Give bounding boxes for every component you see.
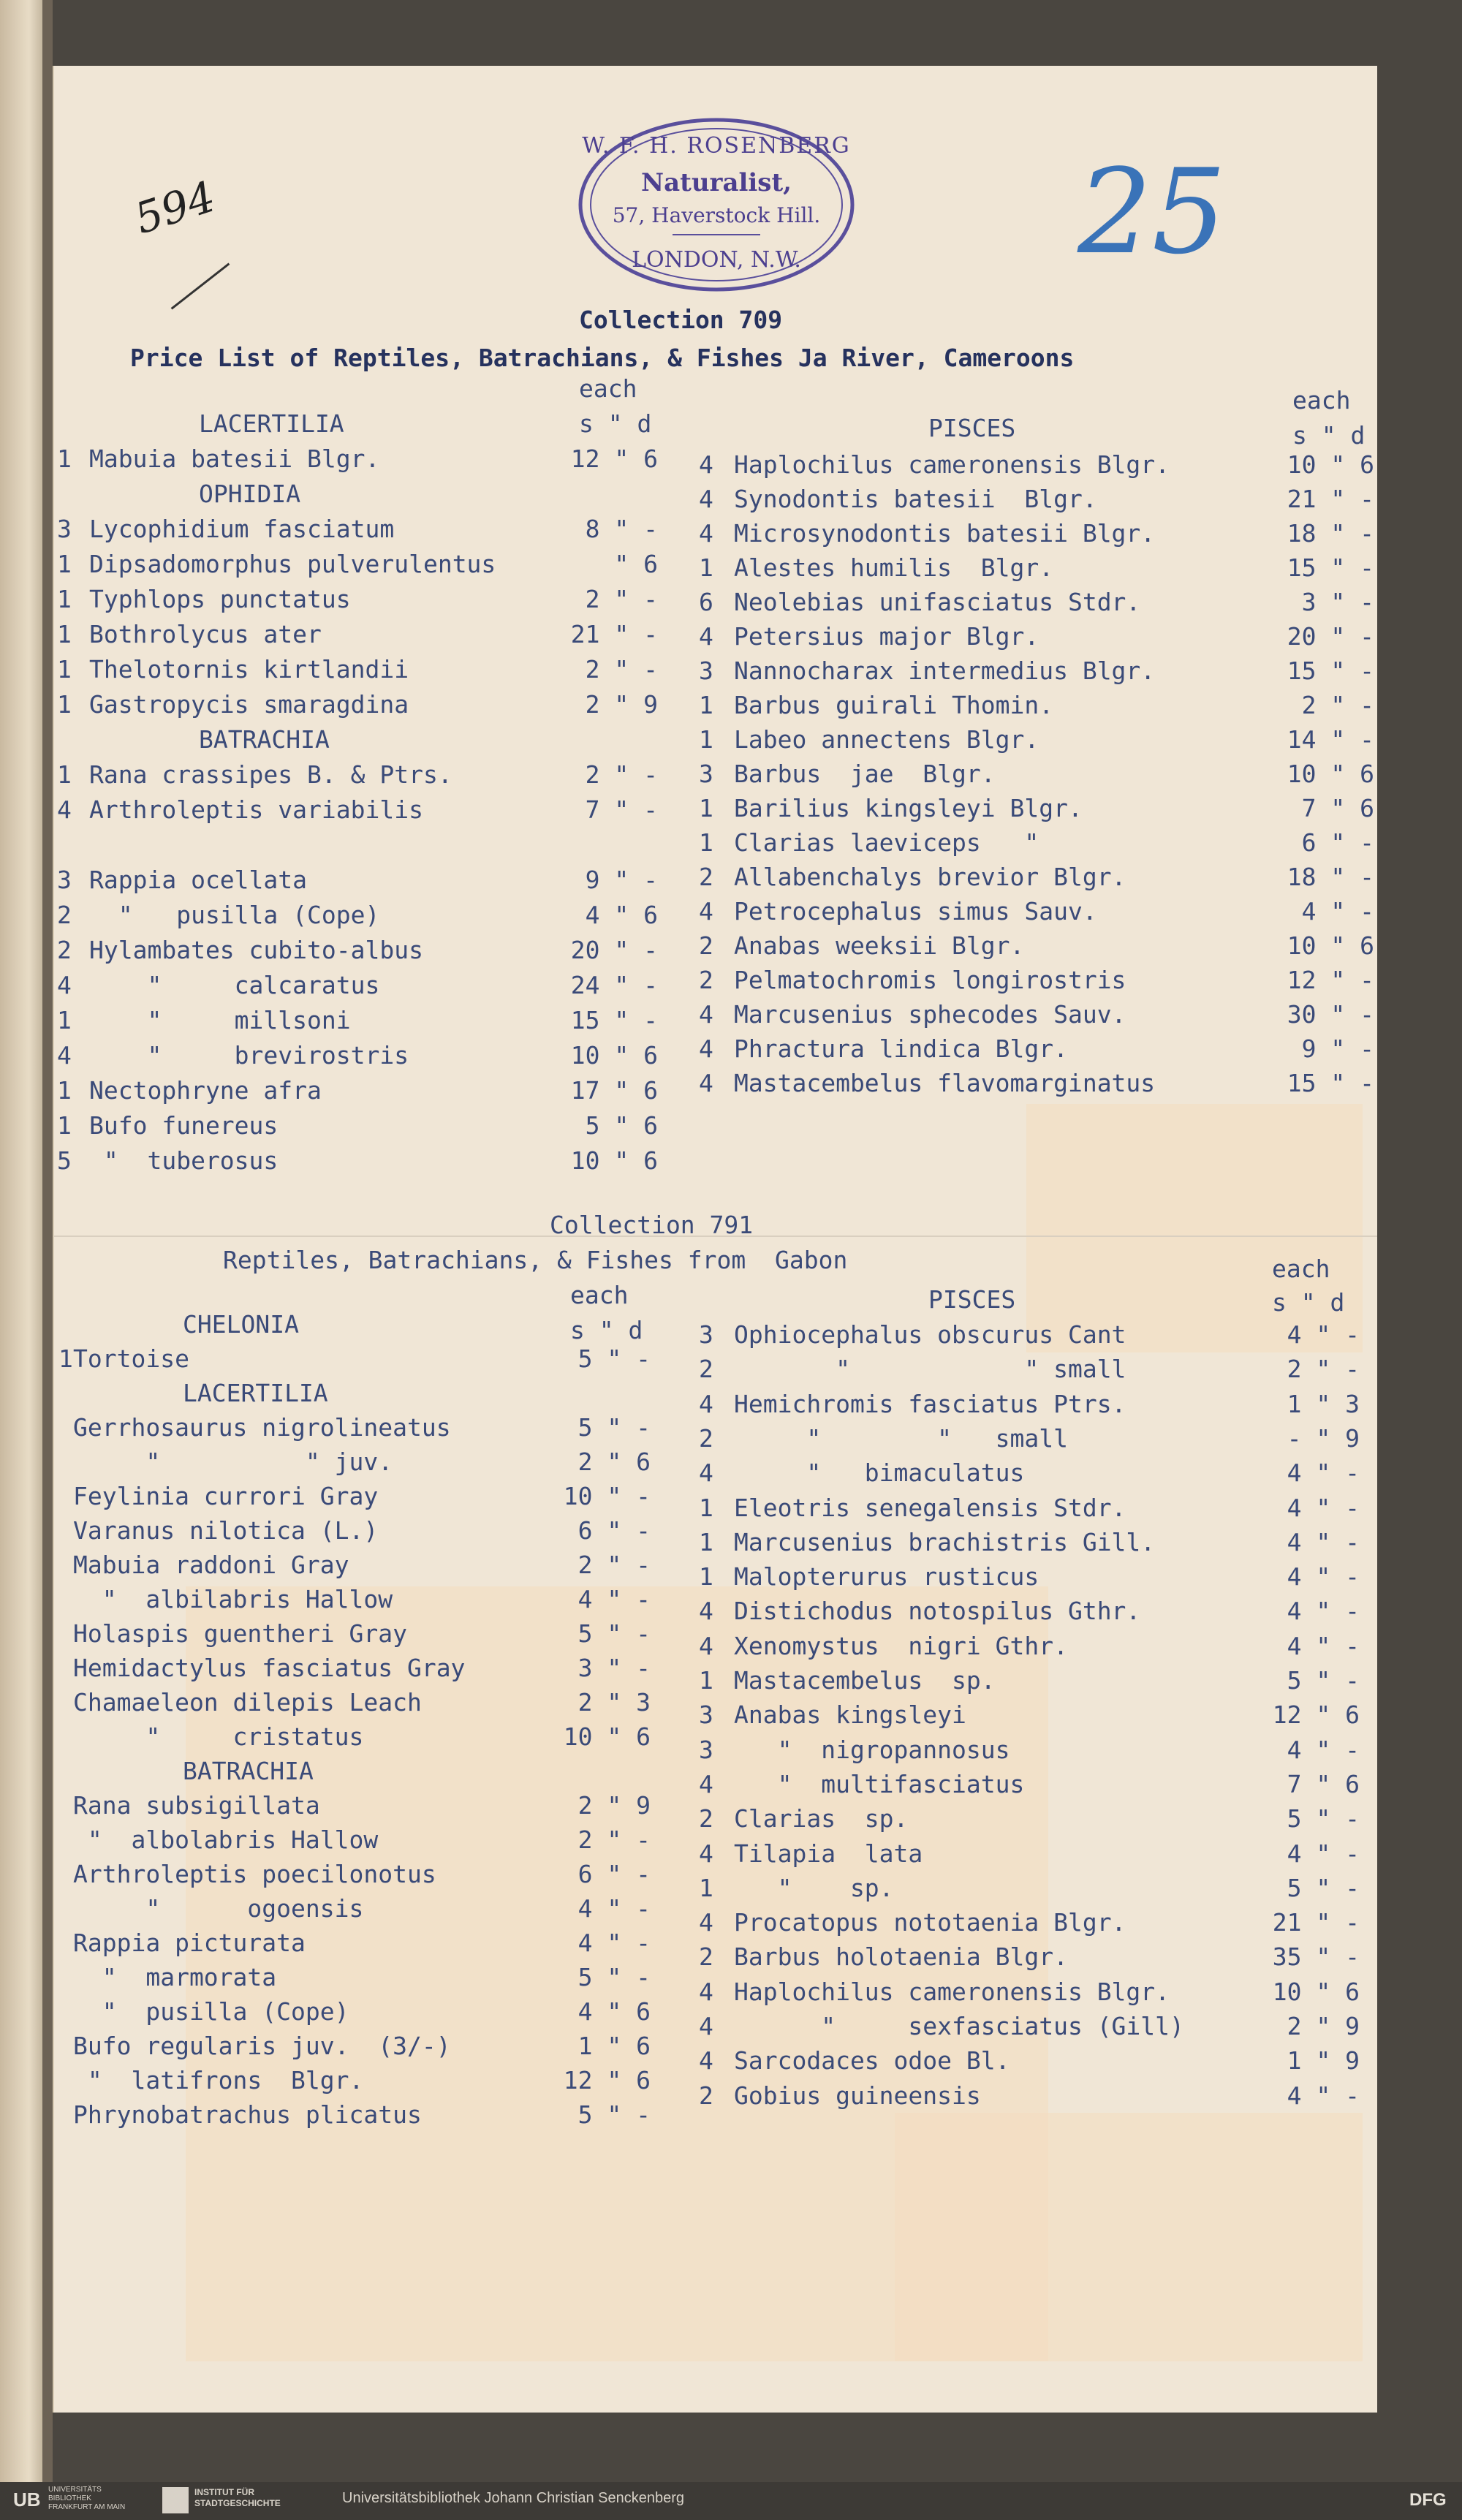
price-each: 4 " -	[577, 1929, 651, 1957]
c709-right-sd: s " d	[1292, 421, 1366, 450]
species-name: Haplochilus cameronensis Blgr.	[734, 1977, 1170, 2006]
price-each: 4 " -	[1287, 1562, 1360, 1592]
species-name: Tortoise	[73, 1344, 189, 1373]
specimen-quantity: 2	[699, 966, 713, 994]
species-name: Hylambates cubito-albus	[89, 936, 423, 964]
specimen-quantity: 1	[57, 690, 72, 719]
specimen-quantity: 4	[699, 1839, 713, 1868]
species-name: Anabas kingsleyi	[734, 1700, 966, 1730]
species-name: Mabuia batesii Blgr.	[89, 444, 380, 473]
collection-709-title: Collection 709	[579, 306, 783, 334]
species-name: Thelotornis kirtlandii	[89, 655, 409, 684]
price-each: 24 " -	[570, 971, 658, 999]
specimen-quantity: 1	[699, 1527, 713, 1556]
stamp-rule	[673, 234, 760, 235]
price-each: 6 " -	[1301, 828, 1374, 857]
price-each: 3 " -	[577, 1654, 651, 1682]
specimen-quantity: 4	[699, 2012, 713, 2040]
price-each: 18 " -	[1287, 519, 1374, 548]
species-name: Barbus jae Blgr.	[734, 760, 996, 788]
species-name: Mastacembelus flavomarginatus	[734, 1069, 1156, 1097]
price-each: " 6	[614, 550, 658, 578]
price-each: 5 " -	[577, 1963, 651, 1991]
species-name: " " juv.	[73, 1448, 393, 1476]
price-each: 15 " -	[570, 1006, 658, 1034]
species-name: Alestes humilis Blgr.	[734, 553, 1054, 582]
specimen-quantity: 4	[57, 795, 72, 824]
stamp-city: LONDON, N.W.	[632, 247, 801, 273]
specimen-quantity: 5	[57, 1146, 72, 1175]
price-each: 6 " -	[577, 1860, 651, 1888]
species-name: Anabas weeksii Blgr.	[734, 931, 1025, 960]
species-name: " sexfasciatus (Gill)	[734, 2012, 1184, 2040]
price-each: 12 " 6	[570, 444, 658, 473]
price-each: 12 " 6	[563, 2066, 651, 2095]
collection-709-subtitle: Price List of Reptiles, Batrachians, & Fishes Ja River, Cameroons	[130, 344, 1075, 372]
price-each: 5 " -	[577, 2100, 651, 2129]
c791-left-each: each	[570, 1281, 629, 1309]
species-name: Varanus nilotica (L.)	[73, 1516, 379, 1545]
species-name: Holaspis guentheri Gray	[73, 1619, 407, 1648]
price-each: 5 " -	[577, 1413, 651, 1442]
species-name: Bothrolycus ater	[89, 620, 322, 648]
price-each: 10 " 6	[1272, 1977, 1360, 2006]
collection-791-title: Collection 791	[550, 1211, 754, 1239]
species-name: Malopterurus rusticus	[734, 1562, 1039, 1592]
price-each: 20 " -	[570, 936, 658, 964]
specimen-quantity: 1	[57, 1076, 72, 1105]
species-name: Bufo funereus	[89, 1111, 279, 1140]
price-each: 2 " 9	[577, 1791, 651, 1820]
specimen-quantity: 1	[699, 553, 713, 582]
price-each: 2 " -	[1287, 1355, 1360, 1384]
price-each: 2 " -	[585, 585, 658, 613]
species-name: Bufo regularis juv. (3/-)	[73, 2032, 451, 2060]
c791-left-sd: s " d	[570, 1316, 643, 1344]
species-name: " cristatus	[73, 1722, 364, 1751]
price-each: 7 " 6	[1301, 794, 1374, 822]
price-each: 3 " -	[1301, 588, 1374, 616]
price-each: 4 " -	[1287, 1458, 1360, 1488]
specimen-quantity: 4	[57, 1041, 72, 1070]
specimen-quantity: 1	[58, 1344, 73, 1373]
species-name: " calcaratus	[89, 971, 380, 999]
price-each: 1 " 6	[577, 2032, 651, 2060]
species-name: Sarcodaces odoe Bl.	[734, 2046, 1010, 2076]
species-name: Mabuia raddoni Gray	[73, 1551, 349, 1579]
price-each: 15 " -	[1287, 553, 1374, 582]
specimen-quantity: 1	[57, 585, 72, 613]
species-name: " bimaculatus	[734, 1458, 1025, 1488]
species-name: Chamaeleon dilepis Leach	[73, 1688, 422, 1717]
price-each: 2 " -	[577, 1551, 651, 1579]
price-each: 2 " -	[585, 760, 658, 789]
specimen-quantity: 3	[699, 1320, 713, 1349]
price-each: - " 9	[1287, 1423, 1360, 1453]
specimen-quantity: 3	[699, 1735, 713, 1764]
specimen-quantity: 2	[57, 936, 72, 964]
footer-credit: Universitätsbibliothek Johann Christian Senckenberg	[342, 2490, 685, 2506]
species-name: Haplochilus cameronensis Blgr.	[734, 450, 1170, 479]
price-each: 1 " 9	[1287, 2046, 1360, 2076]
section-heading: LACERTILIA	[199, 409, 344, 438]
price-each: 10 " 6	[1287, 931, 1374, 960]
species-name: Eleotris senegalensis Stdr.	[734, 1493, 1126, 1522]
ub-logo: UB	[13, 2489, 41, 2510]
species-name: Lycophidium fasciatum	[89, 515, 395, 543]
price-each: 8 " -	[585, 515, 658, 543]
price-each: 4 " -	[1287, 1597, 1360, 1626]
price-each: 12 " 6	[1272, 1700, 1360, 1730]
specimen-quantity: 4	[699, 450, 713, 479]
specimen-quantity: 4	[57, 971, 72, 999]
species-name: Barbus guirali Thomin.	[734, 691, 1054, 719]
price-each: 2 " 9	[1287, 2012, 1360, 2040]
price-each: 10 " 6	[1287, 760, 1374, 788]
section-heading: BATRACHIA	[199, 725, 330, 754]
price-each: 14 " -	[1287, 725, 1374, 754]
c709-pisces-heading: PISCES	[928, 414, 1016, 442]
price-each: 10 " 6	[570, 1146, 658, 1175]
price-each: 4 " -	[1287, 1320, 1360, 1349]
species-name: Nannocharax intermedius Blgr.	[734, 657, 1156, 685]
species-name: Rana subsigillata	[73, 1791, 320, 1820]
species-name: " latifrons Blgr.	[73, 2066, 364, 2095]
price-each: 21 " -	[1272, 1908, 1360, 1937]
ub-logo-text: UNIVERSITÄTS BIBLIOTHEK FRANKFURT AM MAIN	[48, 2486, 126, 2511]
c709-left-each: each	[579, 374, 637, 403]
species-name: Clarias laeviceps "	[734, 828, 1039, 857]
specimen-quantity: 3	[699, 657, 713, 685]
species-name: Xenomystus nigri Gthr.	[734, 1631, 1068, 1660]
price-each: 5 " -	[1287, 1873, 1360, 1902]
species-name: Rana crassipes B. & Ptrs.	[89, 760, 452, 789]
specimen-quantity: 4	[699, 2046, 713, 2076]
c709-right-each: each	[1292, 386, 1351, 415]
specimen-quantity: 1	[57, 760, 72, 789]
price-each: 4 " -	[1287, 1493, 1360, 1522]
species-name: Clarias sp.	[734, 1804, 909, 1834]
c709-left-sd: s " d	[579, 409, 652, 438]
price-each: 21 " -	[1287, 485, 1374, 513]
species-name: " pusilla (Cope)	[89, 901, 380, 929]
species-name: " nigropannosus	[734, 1735, 1010, 1764]
species-name: Feylinia currori Gray	[73, 1482, 379, 1510]
specimen-quantity: 3	[699, 760, 713, 788]
specimen-quantity: 4	[699, 1597, 713, 1626]
species-name: " sp.	[734, 1873, 894, 1902]
price-each: 4 " -	[1287, 1735, 1360, 1764]
specimen-quantity: 2	[699, 1942, 713, 1972]
price-each: 12 " -	[1287, 966, 1374, 994]
species-name: Petersius major Blgr.	[734, 622, 1039, 651]
section-heading: OPHIDIA	[199, 480, 301, 508]
species-name: " ogoensis	[73, 1894, 364, 1923]
species-name: Procatopus nototaenia Blgr.	[734, 1908, 1126, 1937]
specimen-quantity: 4	[699, 485, 713, 513]
specimen-quantity: 6	[699, 588, 713, 616]
species-name: Gobius guineensis	[734, 2081, 981, 2110]
specimen-quantity: 2	[699, 1804, 713, 1834]
specimen-quantity: 3	[699, 1700, 713, 1730]
specimen-quantity: 1	[699, 794, 713, 822]
price-each: 2 " 3	[577, 1688, 651, 1717]
price-each: 2 " 9	[585, 690, 658, 719]
specimen-quantity: 4	[699, 1769, 713, 1798]
binding-shadow	[42, 0, 53, 2482]
specimen-quantity: 1	[57, 550, 72, 578]
handwritten-stroke	[171, 263, 230, 310]
species-name: " brevirostris	[89, 1041, 409, 1070]
species-name: Neolebias unifasciatus Stdr.	[734, 588, 1141, 616]
species-name: " tuberosus	[89, 1146, 279, 1175]
species-name: Gastropycis smaragdina	[89, 690, 409, 719]
species-name: Marcusenius brachistris Gill.	[734, 1527, 1156, 1556]
price-each: 5 " 6	[585, 1111, 658, 1140]
species-name: Microsynodontis batesii Blgr.	[734, 519, 1156, 548]
price-each: 7 " -	[585, 795, 658, 824]
specimen-quantity: 4	[699, 1977, 713, 2006]
price-each: 4 " 6	[585, 901, 658, 929]
specimen-quantity: 4	[699, 1631, 713, 1660]
species-name: Barbus holotaenia Blgr.	[734, 1942, 1068, 1972]
collection-791-subtitle: Reptiles, Batrachians, & Fishes from Gabon	[223, 1246, 848, 1274]
specimen-quantity: 4	[699, 622, 713, 651]
species-name: " marmorata	[73, 1963, 277, 1991]
price-each: 9 " -	[585, 866, 658, 894]
paper-stain	[895, 2113, 1363, 2361]
price-each: 20 " -	[1287, 622, 1374, 651]
specimen-quantity: 1	[699, 1666, 713, 1695]
species-name: " " small	[734, 1355, 1126, 1384]
species-name: Rappia picturata	[73, 1929, 306, 1957]
price-each: 5 " -	[577, 1344, 651, 1373]
species-name: Gerrhosaurus nigrolineatus	[73, 1413, 451, 1442]
species-name: Synodontis batesii Blgr.	[734, 485, 1097, 513]
specimen-quantity: 1	[57, 655, 72, 684]
price-each: 4 " -	[577, 1894, 651, 1923]
stamp-address: 57, Haverstock Hill.	[612, 203, 821, 227]
price-each: 4 " -	[1287, 1527, 1360, 1556]
naturalist-stamp	[577, 117, 855, 292]
species-name: Tilapia lata	[734, 1839, 923, 1868]
species-name: Phractura lindica Blgr.	[734, 1034, 1068, 1063]
price-each: 35 " -	[1272, 1942, 1360, 1972]
price-each: 10 " -	[563, 1482, 651, 1510]
species-name: Dipsadomorphus pulverulentus	[89, 550, 496, 578]
specimen-quantity: 4	[699, 1389, 713, 1418]
price-each: 2 " -	[585, 655, 658, 684]
handwritten-page-ref: 594	[129, 171, 221, 244]
specimen-quantity: 4	[699, 519, 713, 548]
species-name: Arthroleptis variabilis	[89, 795, 423, 824]
price-each: 2 " -	[577, 1825, 651, 1854]
stamp-role: Naturalist,	[641, 168, 792, 197]
price-each: 10 " 6	[570, 1041, 658, 1070]
species-name: Typhlops punctatus	[89, 585, 351, 613]
stamp-name: W. F. H. ROSENBERG	[582, 133, 851, 159]
price-each: 15 " -	[1287, 657, 1374, 685]
species-name: Labeo annectens Blgr.	[734, 725, 1039, 754]
specimen-quantity: 2	[699, 1423, 713, 1453]
specimen-quantity: 1	[699, 1562, 713, 1592]
species-name: Pelmatochromis longirostris	[734, 966, 1126, 994]
specimen-quantity: 2	[699, 931, 713, 960]
species-name: Distichodus notospilus Gthr.	[734, 1597, 1141, 1626]
specimen-quantity: 1	[57, 1006, 72, 1034]
section-heading: LACERTILIA	[183, 1379, 328, 1407]
price-each: 5 " -	[577, 1619, 651, 1648]
specimen-quantity: 2	[57, 901, 72, 929]
price-each: 4 " 6	[577, 1997, 651, 2026]
price-each: 4 " -	[1287, 1631, 1360, 1660]
section-heading: BATRACHIA	[183, 1757, 314, 1785]
specimen-quantity: 4	[699, 897, 713, 926]
specimen-quantity: 4	[699, 1908, 713, 1937]
specimen-quantity: 1	[699, 1873, 713, 1902]
species-name: Nectophryne afra	[89, 1076, 322, 1105]
price-each: 4 " -	[1287, 1839, 1360, 1868]
species-name: Arthroleptis poecilonotus	[73, 1860, 436, 1888]
specimen-quantity: 4	[699, 1069, 713, 1097]
c791-pisces-heading: PISCES	[928, 1285, 1016, 1314]
price-each: 10 " 6	[563, 1722, 651, 1751]
species-name: " " small	[734, 1423, 1068, 1453]
specimen-quantity: 3	[57, 515, 72, 543]
c791-right-sd: s " d	[1272, 1288, 1345, 1317]
specimen-quantity: 1	[699, 691, 713, 719]
specimen-quantity: 4	[699, 1000, 713, 1029]
species-name: Mastacembelus sp.	[734, 1666, 996, 1695]
species-name: " multifasciatus	[734, 1769, 1025, 1798]
species-name: Allabenchalys brevior Blgr.	[734, 863, 1126, 891]
specimen-quantity: 1	[57, 444, 72, 473]
price-each: 15 " -	[1287, 1069, 1374, 1097]
species-name: " millsoni	[89, 1006, 351, 1034]
specimen-quantity: 4	[699, 1458, 713, 1488]
species-name: " pusilla (Cope)	[73, 1997, 349, 2026]
dfg-logo: DFG	[1409, 2490, 1447, 2510]
specimen-quantity: 3	[57, 866, 72, 894]
price-each: 17 " 6	[570, 1076, 658, 1105]
price-each: 4 " -	[1287, 2081, 1360, 2110]
species-name: Barilius kingsleyi Blgr.	[734, 794, 1083, 822]
institut-logo-text: INSTITUT FÜR STADTGESCHICHTE	[194, 2487, 281, 2508]
price-each: 2 " 6	[577, 1448, 651, 1476]
handwritten-page-number: 25	[1077, 143, 1227, 280]
species-name: Hemichromis fasciatus Ptrs.	[734, 1389, 1126, 1418]
species-name: Rappia ocellata	[89, 866, 308, 894]
price-each: 7 " 6	[1287, 1769, 1360, 1798]
price-each: 6 " -	[577, 1516, 651, 1545]
species-name: Petrocephalus simus Sauv.	[734, 897, 1097, 926]
species-name: Phrynobatrachus plicatus	[73, 2100, 422, 2129]
price-each: 21 " -	[570, 620, 658, 648]
specimen-quantity: 2	[699, 2081, 713, 2110]
specimen-quantity: 4	[699, 1034, 713, 1063]
species-name: Ophiocephalus obscurus Cant	[734, 1320, 1126, 1349]
price-each: 1 " 3	[1287, 1389, 1360, 1418]
specimen-quantity: 1	[699, 1493, 713, 1522]
price-each: 5 " -	[1287, 1666, 1360, 1695]
specimen-quantity: 2	[699, 1355, 713, 1384]
specimen-quantity: 1	[699, 828, 713, 857]
price-each: 5 " -	[1287, 1804, 1360, 1834]
c791-right-each: each	[1272, 1255, 1330, 1283]
price-each: 9 " -	[1301, 1034, 1374, 1063]
institut-logo-icon	[162, 2487, 189, 2513]
price-each: 10 " 6	[1287, 450, 1374, 479]
price-each: 4 " -	[1301, 897, 1374, 926]
species-name: " albilabris Hallow	[73, 1585, 393, 1613]
section-heading: CHELONIA	[183, 1310, 299, 1339]
specimen-quantity: 1	[57, 1111, 72, 1140]
species-name: Marcusenius sphecodes Sauv.	[734, 1000, 1126, 1029]
species-name: " albolabris Hallow	[73, 1825, 379, 1854]
specimen-quantity: 2	[699, 863, 713, 891]
specimen-quantity: 1	[57, 620, 72, 648]
price-each: 18 " -	[1287, 863, 1374, 891]
price-each: 4 " -	[577, 1585, 651, 1613]
species-name: Hemidactylus fasciatus Gray	[73, 1654, 466, 1682]
price-each: 2 " -	[1301, 691, 1374, 719]
price-each: 30 " -	[1287, 1000, 1374, 1029]
specimen-quantity: 1	[699, 725, 713, 754]
